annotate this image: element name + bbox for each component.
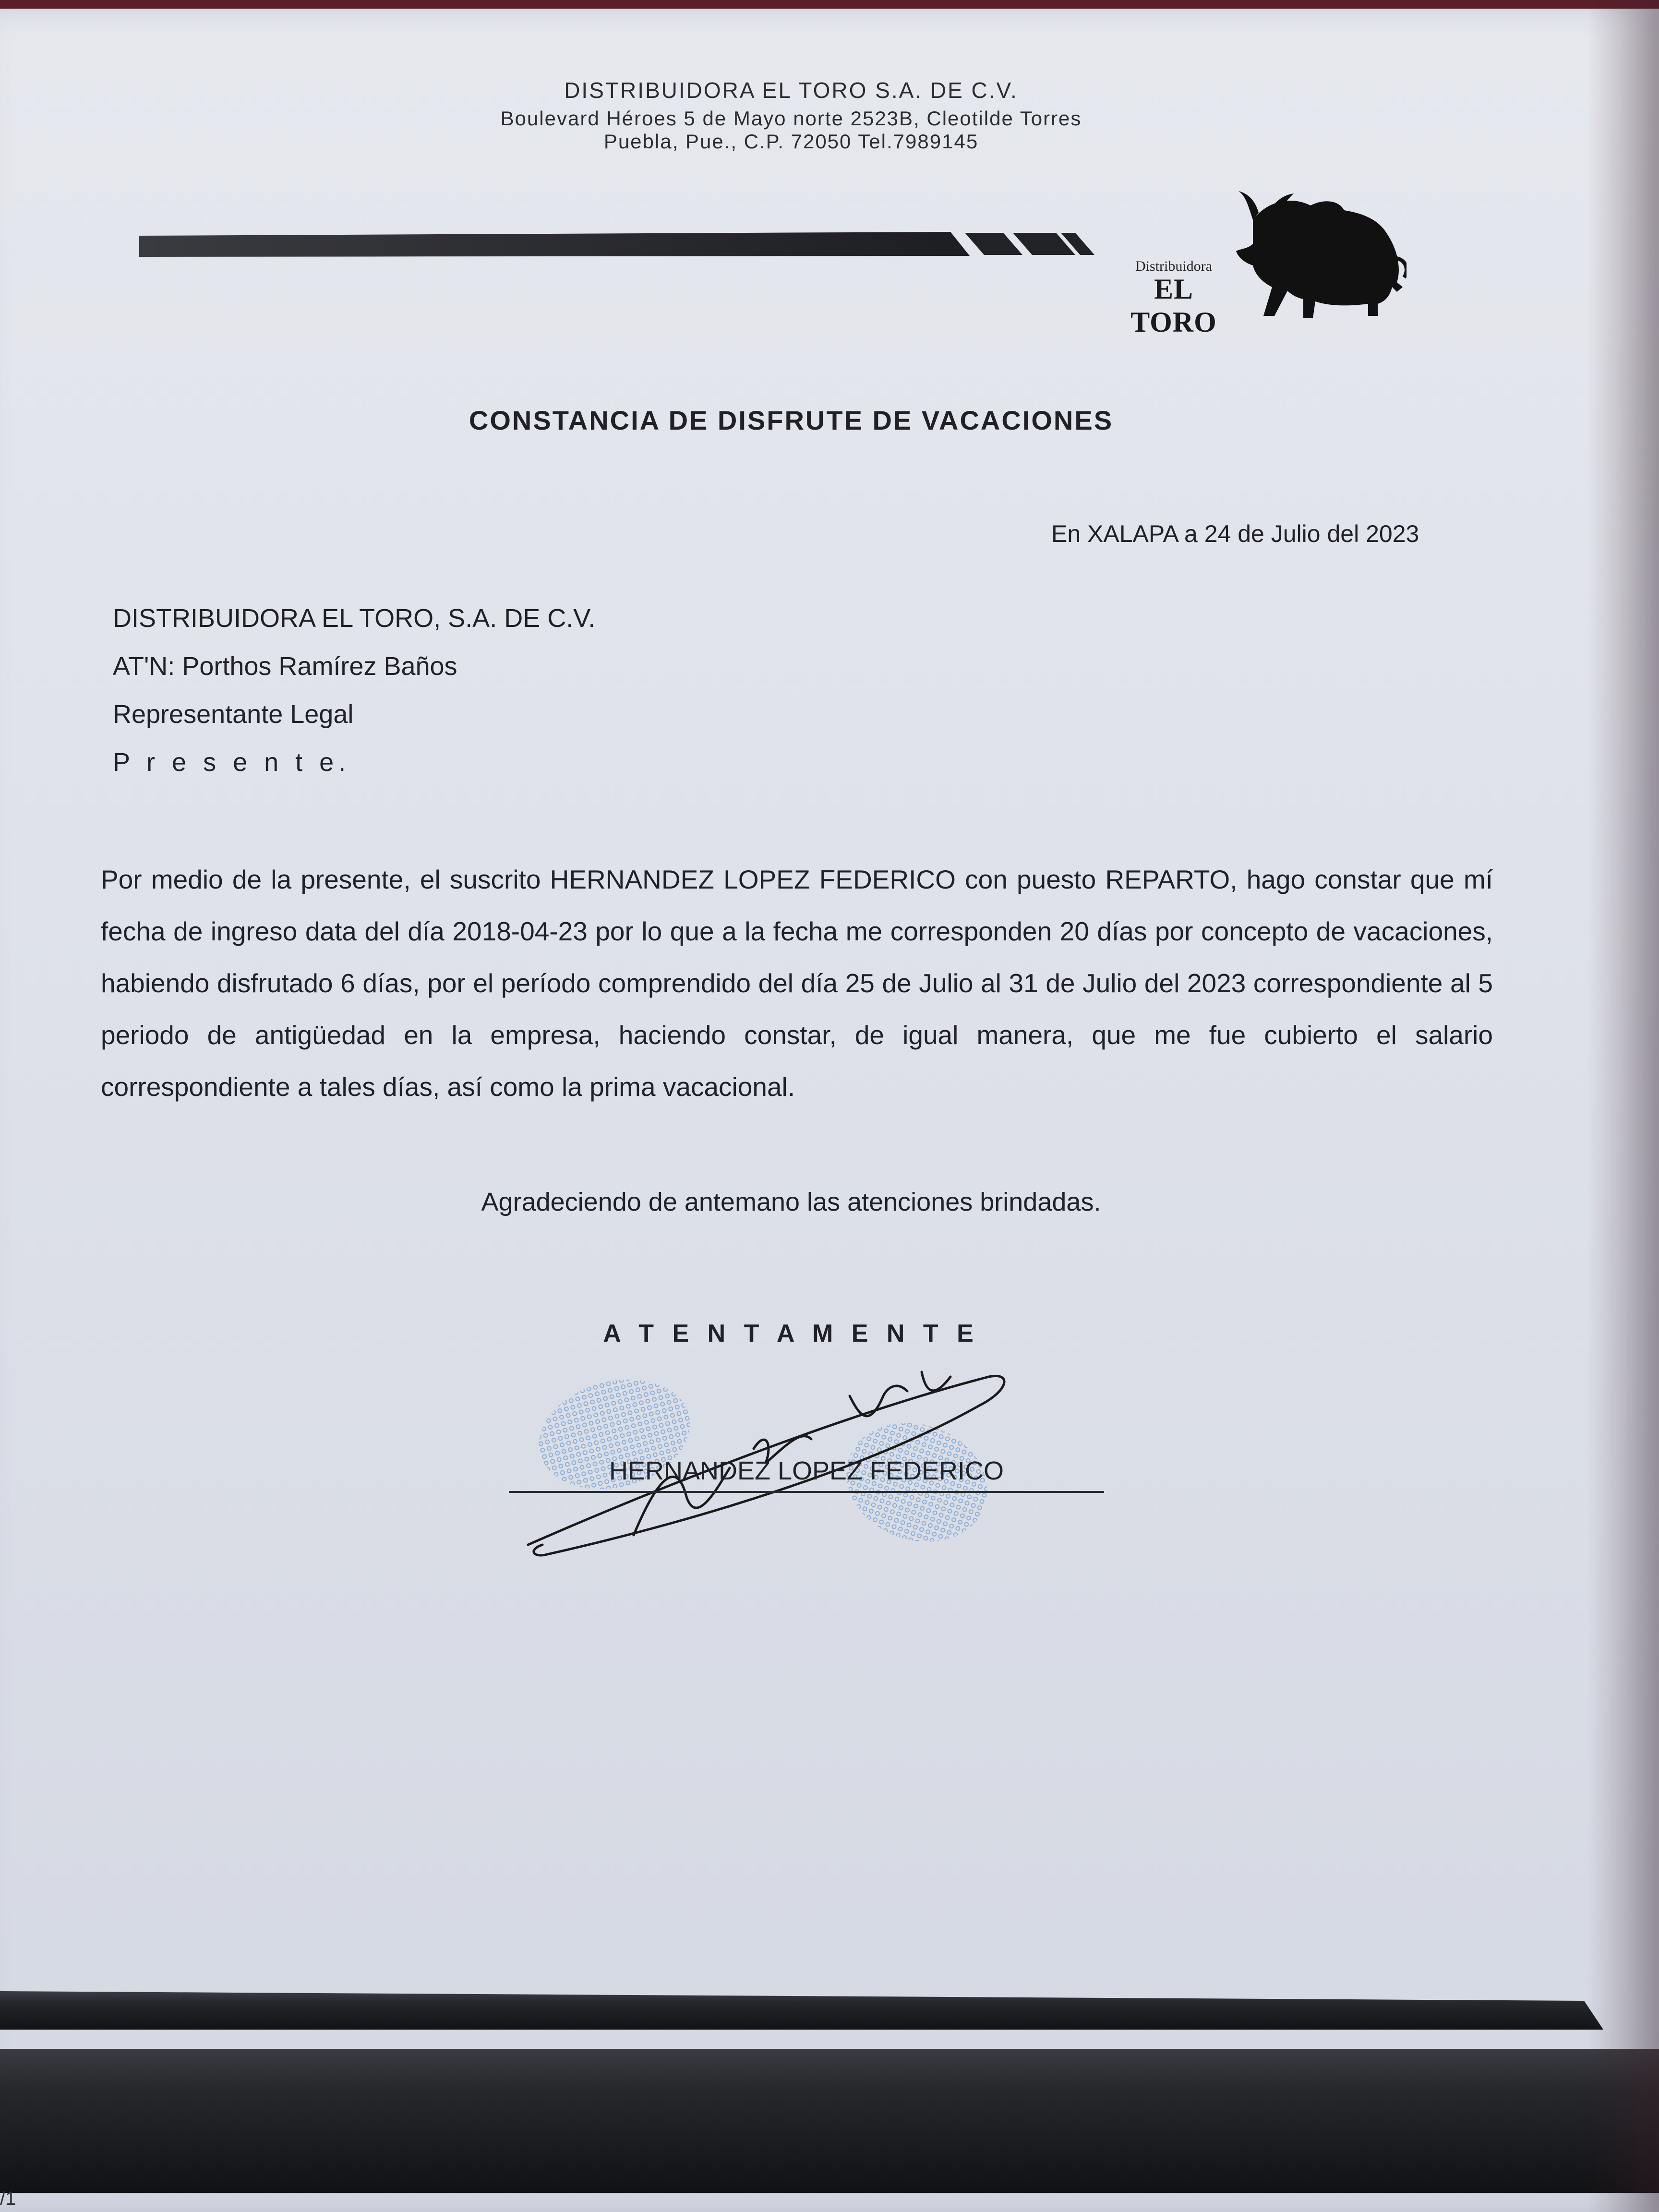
closing-thanks: Agradeciendo de antemano las atenciones brindadas. bbox=[481, 1188, 1101, 1216]
company-logo bbox=[1109, 172, 1407, 338]
body-paragraph: Por medio de la presente, el suscrito HERNANDEZ LOPEZ FEDERICO con puesto REPARTO, hago constar que mí fecha de ingreso data del día 2018-04-23 por lo que a la fecha me corresponden 20 días por concepto de vacaciones, habiendo disfrutado 6 días, por el período comprendido del día 25 de Julio al 31 de Julio del 2023 correspondiente al 5 periodo de antigüedad en la empresa, haciendo constar, de igual manera, que me fue cubierto el salario correspondiente a tales días, así como la prima vacacional. bbox=[101, 865, 1493, 1102]
address-line-2: Puebla, Pue., C.P. 72050 Tel.7989145 bbox=[603, 130, 979, 153]
letterhead bbox=[0, 73, 1582, 153]
sign-off: A T E N T A M E N T E bbox=[603, 1320, 979, 1347]
document-title: CONSTANCIA DE DISFRUTE DE VACACIONES bbox=[469, 405, 1114, 435]
recipient-attention: AT'N: Porthos Ramírez Baños bbox=[113, 652, 457, 681]
header-band bbox=[0, 227, 1104, 261]
recipient-company: DISTRIBUIDORA EL TORO, S.A. DE C.V. bbox=[113, 604, 596, 633]
address-line-1: Boulevard Héroes 5 de Mayo norte 2523B, Cleotilde Torres bbox=[500, 107, 1082, 130]
recipient-greeting: P r e s e n t e. bbox=[113, 748, 351, 777]
signature-line bbox=[509, 1491, 1104, 1493]
page-edge-shadow bbox=[1587, 0, 1659, 2212]
recipient-role: Representante Legal bbox=[113, 700, 354, 729]
logo-small-text: Distribuidora bbox=[1135, 258, 1212, 274]
signer-name: HERNANDEZ LOPEZ FEDERICO bbox=[609, 1456, 1004, 1485]
logo-main-text: EL TORO bbox=[1130, 273, 1217, 338]
recipient-block bbox=[113, 594, 595, 786]
company-name: DISTRIBUIDORA EL TORO S.A. DE C.V. bbox=[564, 78, 1018, 103]
footer-band bbox=[0, 1991, 1659, 2193]
date-line: En XALAPA a 24 de Julio del 2023 bbox=[1051, 520, 1419, 547]
document-page bbox=[0, 9, 1659, 2212]
corner-mark: /1 bbox=[0, 2188, 16, 2209]
signature-with-fingerprints bbox=[504, 1334, 1032, 1574]
